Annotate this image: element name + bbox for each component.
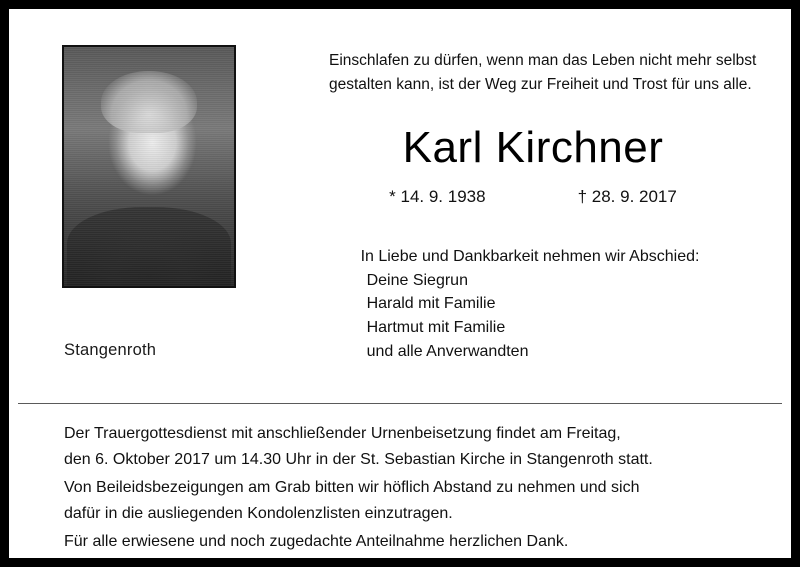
right-column: [309, 49, 757, 363]
motto-line-2: gestalten kann, ist der Weg zur Freiheit und Trost für uns alle.: [329, 76, 752, 94]
birth-date: * 14. 9. 1938: [389, 187, 486, 207]
portrait-photo: [62, 45, 236, 288]
mourner-name: Harald mit Familie: [366, 295, 496, 313]
motto-text: [329, 49, 757, 97]
mourner-name: Hartmut mit Familie: [366, 319, 506, 337]
motto-line-1: Einschlafen zu dürfen, wenn man das Leben nicht mehr selbst: [329, 52, 757, 69]
mourner-name: und alle Anverwandten: [366, 342, 529, 360]
deceased-name: Karl Kirchner: [402, 123, 664, 173]
dedication-intro: In Liebe und Dankbarkeit nehmen wir Abschied:: [360, 248, 700, 266]
service-line-1: Der Trauergottesdienst mit anschließender Urnenbeisetzung findet am Freitag,: [64, 425, 621, 442]
portrait-shoulders: [67, 207, 230, 286]
life-dates: [309, 187, 757, 207]
service-line-3: Von Beileidsbezeigungen am Grab bitten wir höflich Abstand zu nehmen und sich: [64, 478, 640, 496]
service-line-4: dafür in die ausliegenden Kondolenzlisten einzutragen.: [64, 504, 453, 522]
portrait-photo-image: [64, 47, 234, 286]
place-label: Stangenroth: [64, 341, 157, 359]
service-line-2: den 6. Oktober 2017 um 14.30 Uhr in der St. Sebastian Kirche in Stangenroth statt.: [64, 450, 653, 468]
dedication-block: [360, 245, 700, 363]
death-date: † 28. 9. 2017: [577, 187, 677, 207]
service-details: [64, 421, 761, 555]
portrait-face-highlight: [101, 71, 196, 133]
horizontal-divider: [18, 403, 782, 404]
service-line-5: Für alle erwiesene und noch zugedachte Anteilnahme herzlichen Dank.: [64, 532, 569, 550]
mourner-name: Deine Siegrun: [366, 271, 468, 289]
notice-inner: [9, 9, 791, 558]
